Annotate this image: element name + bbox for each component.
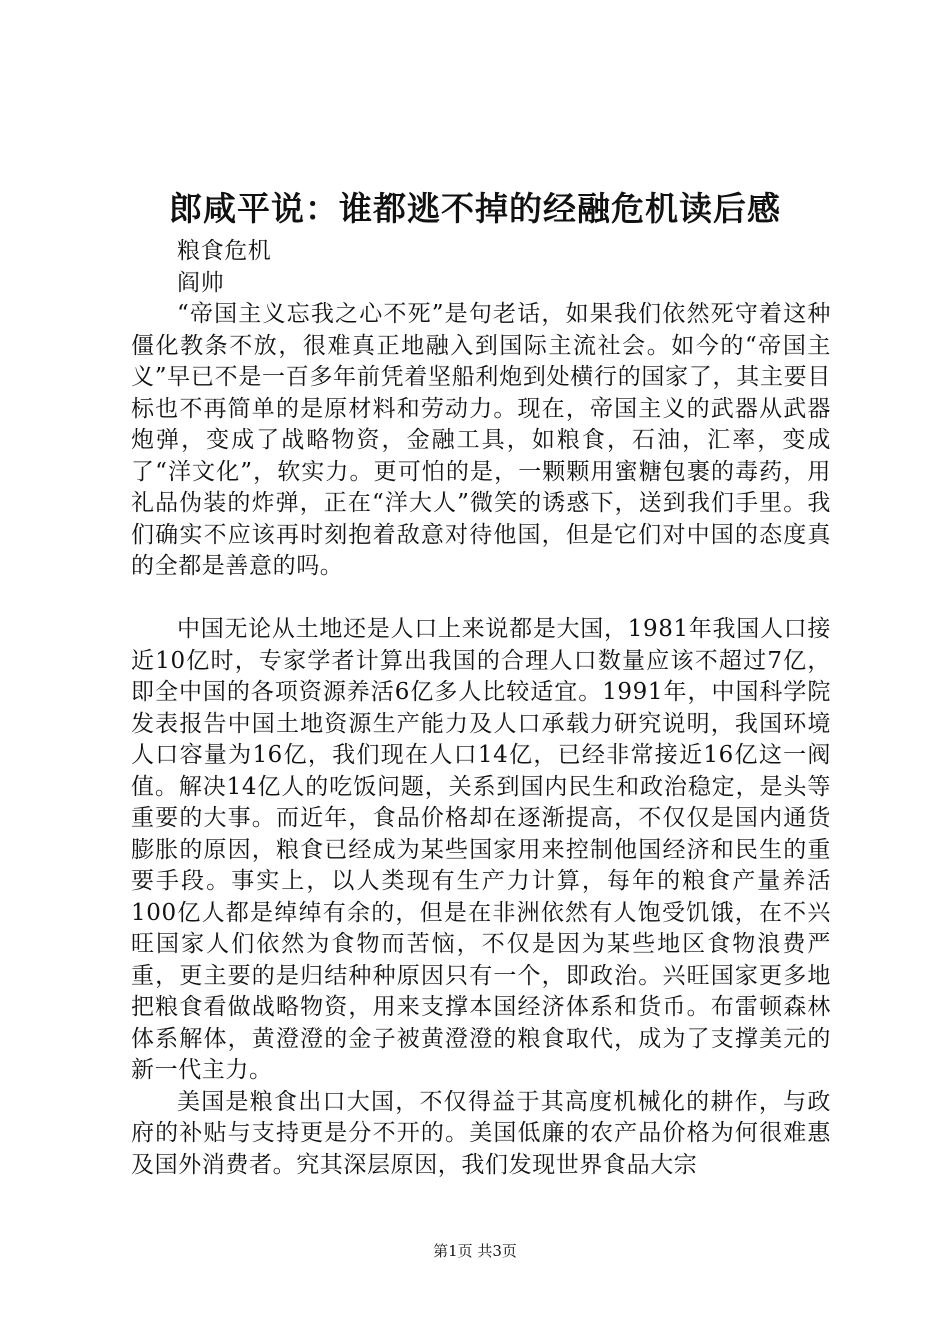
paragraph-2: 中国无论从土地还是人口上来说都是大国，1981年我国人口接近10亿时，专家学者计算出我国的合理人口数量应该不超过7亿，即全中国的各项资源养活6亿多人比较适宜。1991年，中国科学院发表报告中国土地资源生产能力及人口承载力研究说明，我国环境人口容量为16亿，我们现在人口14亿，已经非常接近16亿这一阀值。解决14亿人的吃饭问题，关系到国内民生和政治稳定，是头等重要的大事。而近年，食品价格却在逐渐提高，不仅仅是国内通货膨胀的原因，粮食已经成为某些国家用来控制他国经济和民生的重要手段。事实上，以人类现有生产力计算，每年的粮食产量养活100亿人都是绰绰有余的，但是在非洲依然有人饱受饥饿，在不兴旺国家人们依然为食物而苦恼，不仅是因为某些地区食物浪费严重，更主要的是归结种种原因只有一个，即政治。兴旺国家更多地把粮食看做战略物资，用来支撑本国经济体系和货币。布雷顿森林体系解体，黄澄澄的金子被黄澄澄的粮食取代，成为了支撑美元的新一代主力。 (131, 616, 831, 1083)
author-name: 阎帅 (177, 269, 225, 296)
paragraph-3: 美国是粮食出口大国，不仅得益于其高度机械化的耕作，与政府的补贴与支持更是分不开的。美国低廉的农产品价格为何很难惠及国外消费者。究其深层原因，我们发现世界食品大宗 (131, 1088, 831, 1178)
paragraph-1: “帝国主义忘我之心不死”是句老话，如果我们依然死守着这种僵化教条不放，很难真正地融入到国际主流社会。如今的“帝国主义”早已不是一百多年前凭着坚船利炮到处横行的国家了，其主要目标也不再简单的是原材料和劳动力。现在，帝国主义的武器从武器炮弹，变成了战略物资，金融工具，如粮食，石油，汇率，变成了“洋文化”，软实力。更可怕的是，一颗颗用蜜糖包裹的毒药，用礼品伪装的炸弹，正在“洋大人”微笑的诱惑下，送到我们手里。我们确实不应该再时刻抱着敌意对待他国，但是它们对中国的态度真的全都是善意的吗。 (131, 301, 831, 579)
document-body (131, 236, 831, 1181)
document-title: 郎咸平说：谁都逃不掉的经融危机读后感 (169, 189, 781, 228)
section-heading: 粮食危机 (177, 238, 272, 264)
paragraph-gap (131, 583, 831, 615)
page-footer: 第1页 共3页 (433, 1242, 517, 1260)
